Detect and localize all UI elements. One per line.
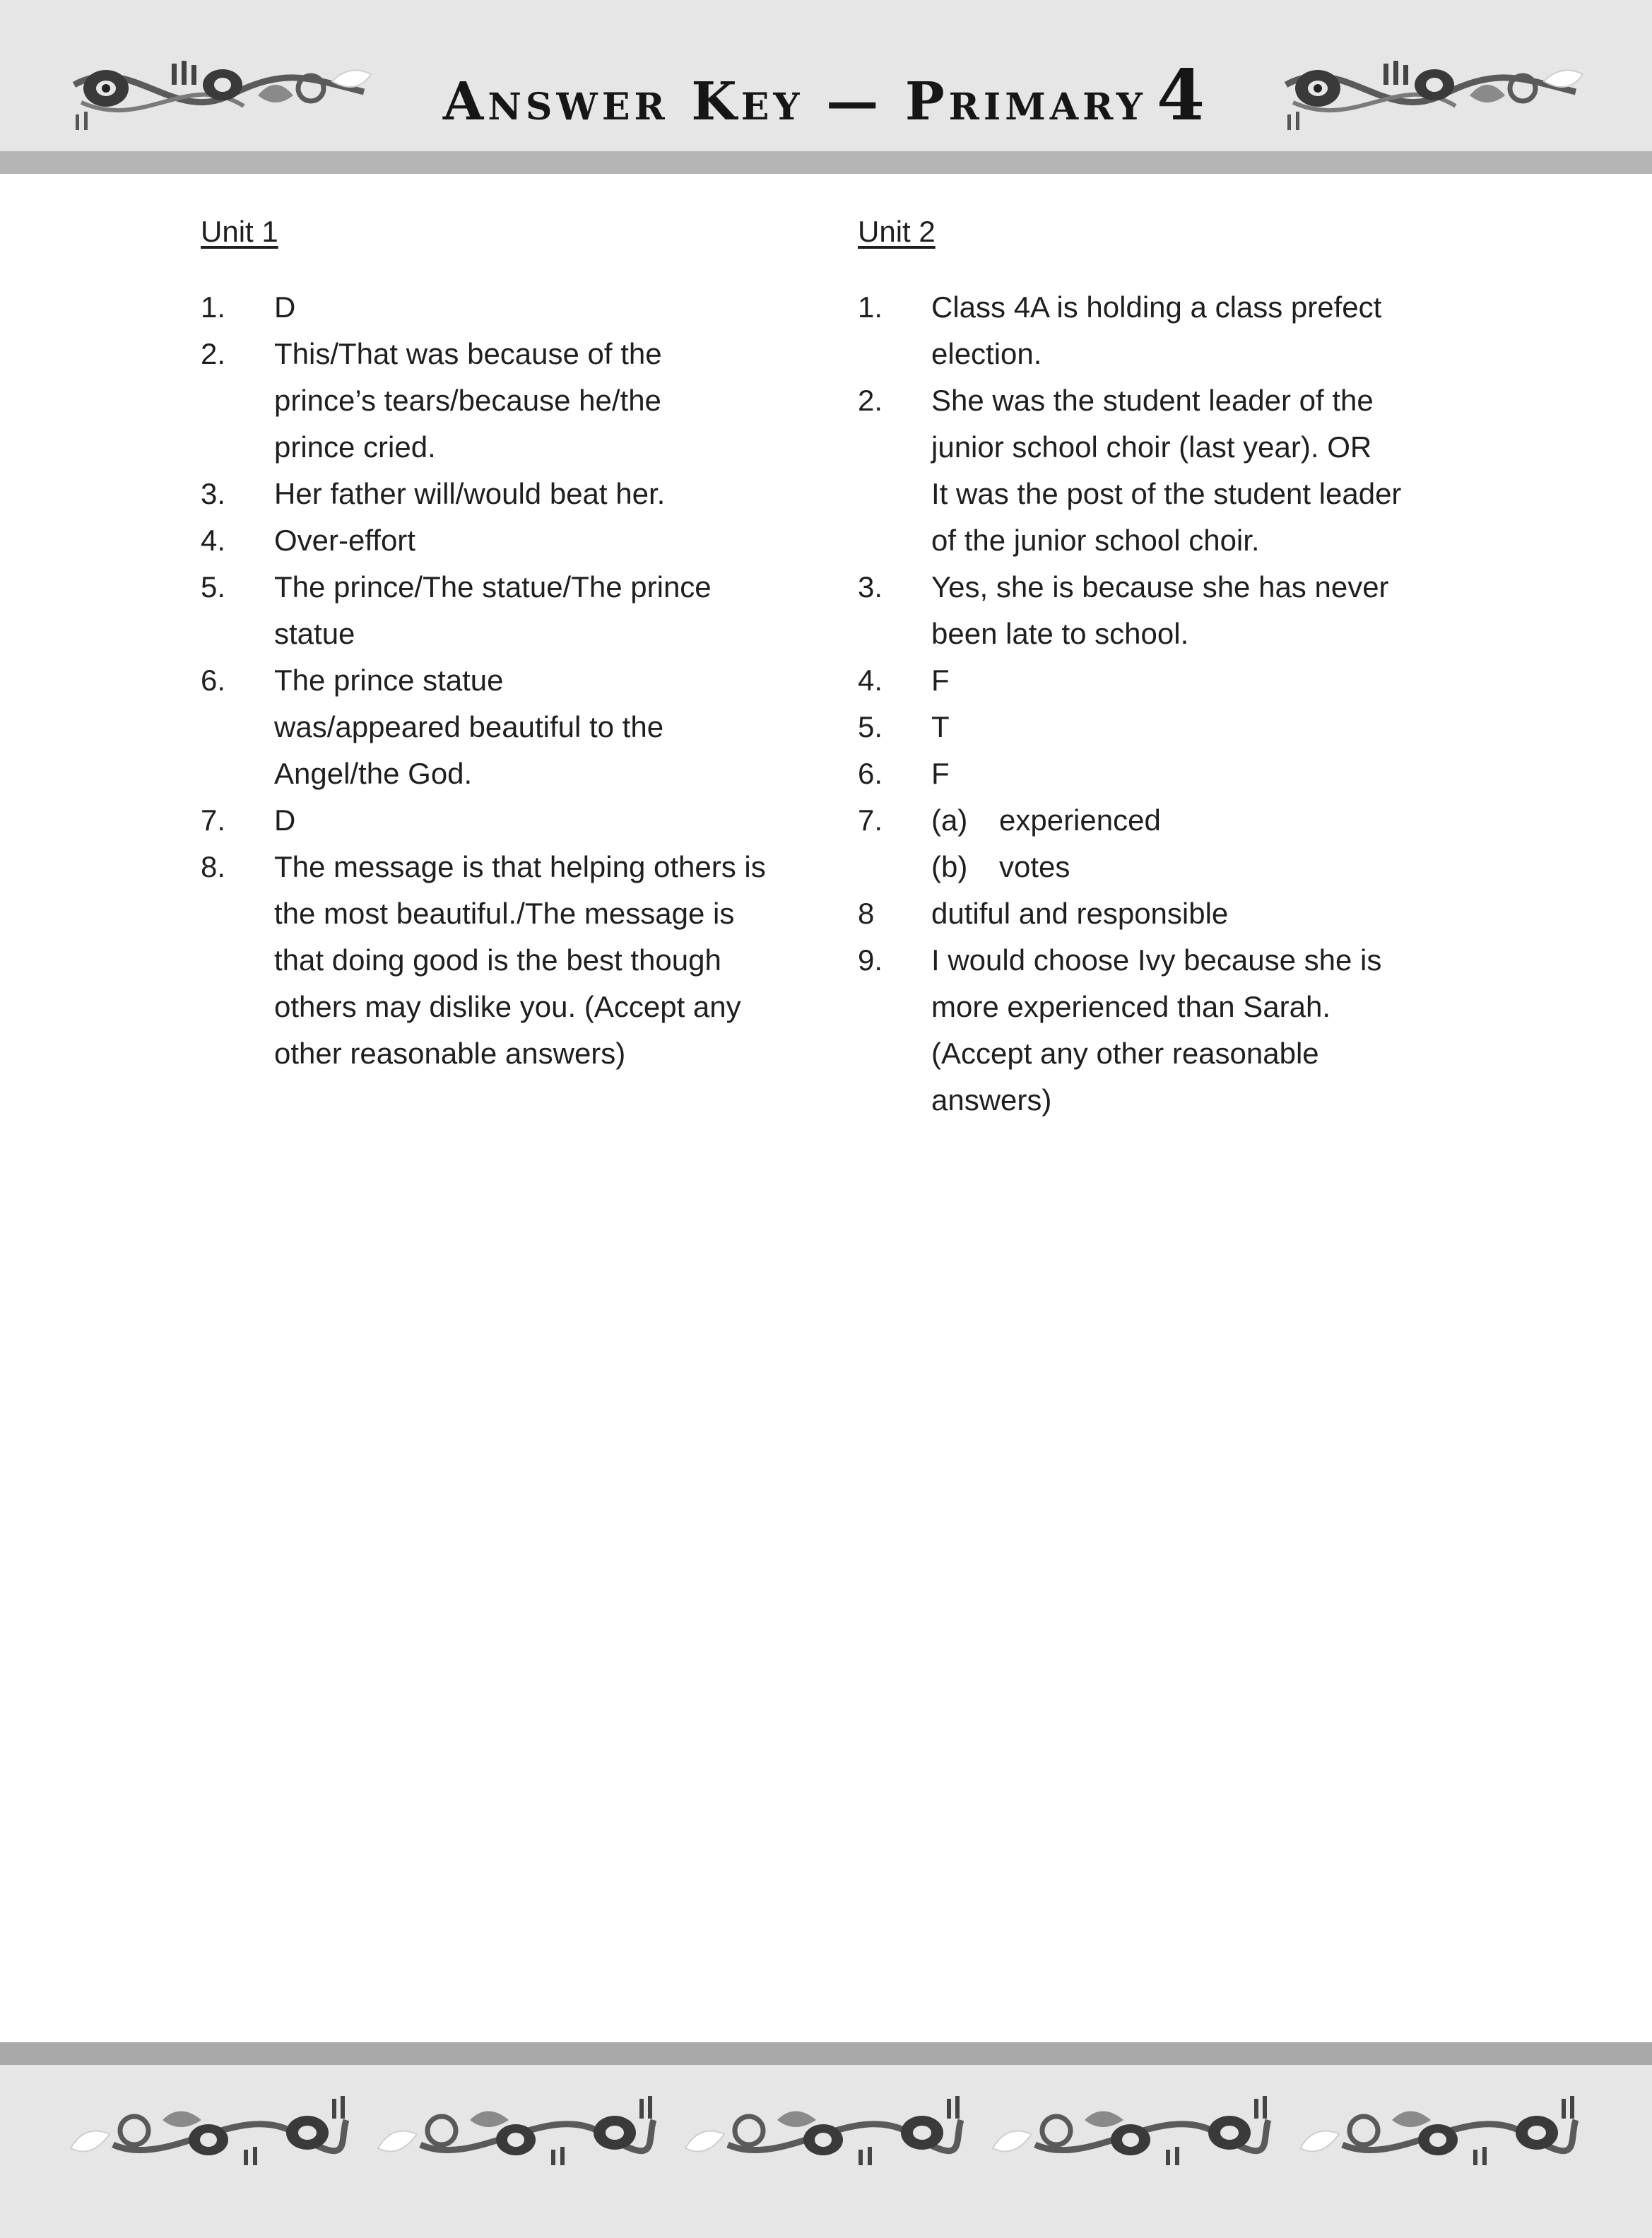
answer-number: 5.: [201, 570, 226, 603]
answer-line: was/appeared beautiful to the: [274, 710, 664, 743]
answer-line: prince cried.: [274, 430, 436, 464]
header-rule: [0, 151, 1652, 174]
answer-text: [931, 657, 1465, 704]
answer-line: Her father will/would beat her.: [274, 477, 666, 510]
page-title-text: Answer Key — Primary: [442, 71, 1147, 132]
answer-line: She was the student leader of the: [931, 384, 1374, 417]
answer-line: more experienced than Sarah.: [931, 990, 1331, 1023]
answer-text: [274, 797, 808, 844]
answer-line: been late to school.: [931, 617, 1189, 650]
answer-line: F: [931, 757, 950, 790]
sub-answer-text: votes: [999, 850, 1070, 883]
sub-answer: [931, 844, 1465, 890]
footer-ornament: [371, 2092, 661, 2169]
answer-text: [931, 284, 1465, 377]
answer-item: [201, 657, 808, 797]
answer-item: [858, 564, 1465, 657]
answer-text: [931, 797, 1465, 890]
answer-number: 8: [858, 897, 875, 930]
answer-line: Over-effort: [274, 524, 415, 557]
answer-item: [858, 937, 1465, 1124]
answer-item: [201, 564, 808, 657]
answer-line: junior school choir (last year). OR: [931, 430, 1372, 464]
answer-line: The prince/The statue/The prince: [274, 570, 712, 603]
answer-line: others may dislike you. (Accept any: [274, 990, 741, 1023]
answer-line: The message is that helping others is: [274, 850, 766, 883]
answer-text: [274, 517, 808, 564]
answer-item: [858, 657, 1465, 704]
header-ornament-right: [1279, 57, 1597, 134]
answer-line: The prince statue: [274, 664, 504, 697]
answer-item: [858, 284, 1465, 377]
answer-line: dutiful and responsible: [931, 897, 1229, 930]
sub-answer-label: (b): [931, 850, 968, 883]
answer-number: 3.: [201, 477, 226, 510]
footer-ornament: [64, 2092, 353, 2169]
answer-number: 4.: [201, 524, 226, 557]
answer-item: [201, 844, 808, 1077]
footer-ornament: [1293, 2092, 1583, 2169]
answer-text: [931, 377, 1465, 564]
answer-number: 7.: [858, 803, 883, 837]
answer-item: [858, 704, 1465, 750]
unit-1-answer-list: [201, 284, 808, 1077]
answer-number: 2.: [201, 337, 226, 370]
answer-line: election.: [931, 337, 1042, 370]
answer-text: [931, 704, 1465, 750]
answer-item: [201, 284, 808, 331]
answer-number: 1.: [858, 290, 883, 324]
answer-line: It was the post of the student leader: [931, 477, 1402, 510]
answer-item: [201, 517, 808, 564]
footer-ornament: [986, 2092, 1275, 2169]
answer-line: F: [931, 664, 950, 697]
answer-number: 1.: [201, 290, 226, 324]
answer-number: 5.: [858, 710, 883, 743]
answer-line: D: [274, 290, 296, 324]
sub-answer-label: (a): [931, 803, 968, 837]
unit-2-title: Unit 2: [858, 215, 936, 248]
answer-text: [274, 844, 808, 1077]
unit-2-column: [858, 212, 1465, 1124]
answer-text: [274, 284, 808, 331]
answer-line: I would choose Ivy because she is: [931, 943, 1382, 977]
answer-item: [201, 331, 808, 471]
answer-line: Class 4A is holding a class prefect: [931, 290, 1382, 324]
answer-text: [274, 657, 808, 797]
footer-rule: [0, 2042, 1652, 2065]
answer-line: other reasonable answers): [274, 1037, 626, 1070]
answer-item: [201, 471, 808, 517]
footer-ornament-strip: [64, 2092, 1604, 2177]
answer-line: Yes, she is because she has never: [931, 570, 1389, 603]
answer-text: [931, 564, 1465, 657]
answer-number: 2.: [858, 384, 883, 417]
answer-number: 3.: [858, 570, 883, 603]
unit-1-column: [201, 212, 808, 1077]
answer-number: 4.: [858, 664, 883, 697]
answer-line: of the junior school choir.: [931, 524, 1260, 557]
footer-ornament: [678, 2092, 968, 2169]
answer-number: 9.: [858, 943, 883, 977]
answer-item: [858, 890, 1465, 937]
answer-text: [931, 750, 1465, 797]
answer-line: (Accept any other reasonable: [931, 1037, 1319, 1070]
answer-item: [858, 377, 1465, 564]
answer-text: [931, 890, 1465, 937]
answer-line: statue: [274, 617, 355, 650]
answer-text: [274, 471, 808, 517]
sub-answer: [931, 797, 1465, 844]
answer-text: [274, 564, 808, 657]
answer-item: [201, 797, 808, 844]
sub-answer-text: experienced: [999, 803, 1161, 837]
answer-line: T: [931, 710, 950, 743]
unit-1-title: Unit 1: [201, 215, 278, 248]
answer-number: 8.: [201, 850, 226, 883]
answer-number: 6.: [201, 664, 226, 697]
answer-item: [858, 797, 1465, 890]
answer-line: prince’s tears/because he/the: [274, 384, 661, 417]
answer-line: that doing good is the best though: [274, 943, 721, 977]
answer-number: 7.: [201, 803, 226, 837]
answer-item: [858, 750, 1465, 797]
answer-line: This/That was because of the: [274, 337, 662, 370]
grade-number: 4: [1156, 55, 1210, 136]
answer-text: [931, 937, 1465, 1124]
answer-line: Angel/the God.: [274, 757, 473, 790]
answer-number: 6.: [858, 757, 883, 790]
unit-2-answer-list: [858, 284, 1465, 1124]
answer-line: D: [274, 803, 296, 837]
answer-line: answers): [931, 1083, 1052, 1117]
answer-line: the most beautiful./The message is: [274, 897, 735, 930]
answer-text: [274, 331, 808, 471]
